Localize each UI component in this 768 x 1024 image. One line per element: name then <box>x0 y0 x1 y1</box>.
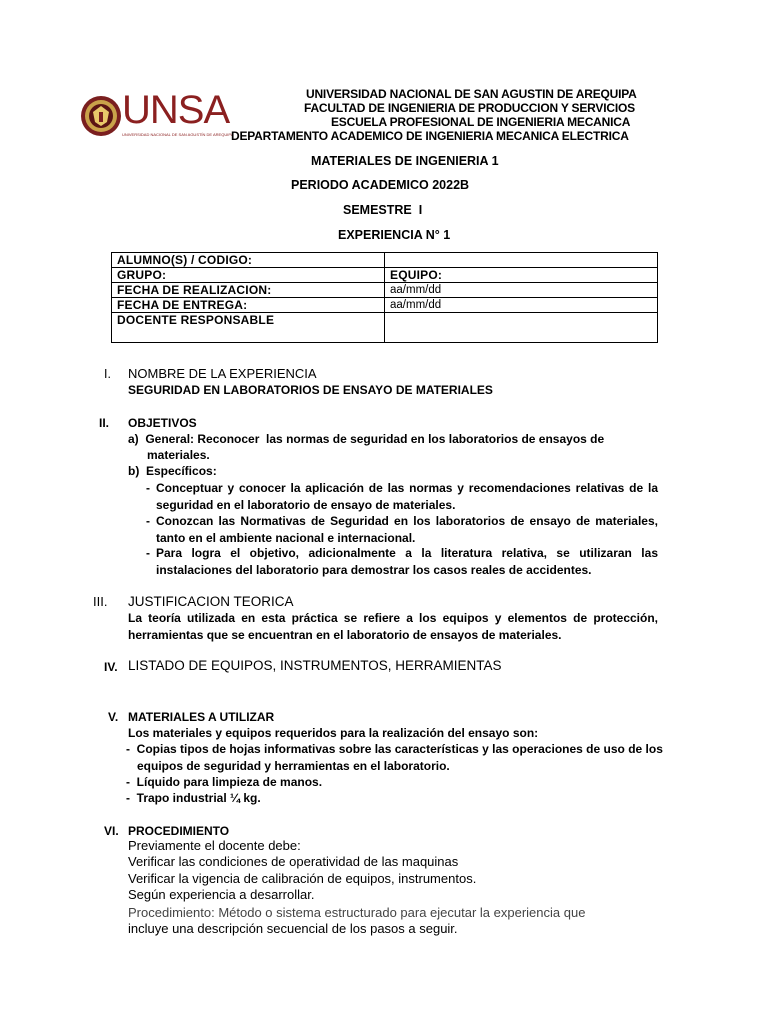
section-3-line2: herramientas que se encuentran en el laboratorio de ensayos de materiales. <box>128 627 562 642</box>
table-row <box>112 253 658 268</box>
university-name: UNIVERSIDAD NACIONAL DE SAN AGUSTIN DE AREQUIPA <box>306 87 637 101</box>
table-row <box>112 283 658 298</box>
objective-item-1-line2: seguridad en el laboratorio de ensayo de materiales. <box>156 497 456 512</box>
school-name: ESCUELA PROFESIONAL DE INGENIERIA MECANICA <box>331 115 631 129</box>
unsa-logo <box>80 88 234 144</box>
department-name: DEPARTAMENTO ACADEMICO DE INGENIERIA MECANICA ELECTRICA <box>231 129 629 143</box>
student-info-table <box>111 252 658 343</box>
material-item-3: - Trapo industrial ¼ kg. <box>126 791 261 805</box>
material-item-2: - Líquido para limpieza de manos. <box>126 775 323 789</box>
material-item-1-line1: - Copias tipos de hojas informativas sobre las características y las operaciones de uso de los <box>126 742 663 756</box>
objective-general-cont: materiales. <box>147 448 210 462</box>
equipo-label: EQUIPO: <box>385 268 658 283</box>
section-5-intro: Los materiales y equipos requeridos para la realización del ensayo son: <box>128 726 539 740</box>
bullet-dash: - <box>146 481 150 495</box>
objective-item-1 <box>156 480 658 513</box>
logo-text: UNSA <box>122 88 230 132</box>
fecha-realizacion-label: FECHA DE REALIZACION: <box>112 283 385 298</box>
semester-title: SEMESTRE I <box>343 203 423 217</box>
table-row <box>112 313 658 343</box>
section-1-content: SEGURIDAD EN LABORATORIOS DE ENSAYO DE MATERIALES <box>128 383 493 397</box>
bullet-dash: - <box>146 546 150 560</box>
procedure-line-6: incluye una descripción secuencial de los pasos a seguir. <box>128 921 458 936</box>
bullet-dash: - <box>146 514 150 528</box>
section-2-number: II. <box>99 416 110 430</box>
experience-title: EXPERIENCIA N° 1 <box>338 228 451 242</box>
section-4-number: IV. <box>104 660 118 674</box>
material-item-1-line2: equipos de seguridad y herramientas en el laboratorio. <box>137 758 450 773</box>
fecha-entrega-field[interactable]: aa/mm/dd <box>385 298 658 313</box>
procedure-line-3: Verificar la vigencia de calibración de equipos, instrumentos. <box>128 871 477 886</box>
objective-item-1-line1: Conceptuar y conocer la aplicación de las normas y recomendaciones relativas de la <box>156 481 658 495</box>
procedure-line-1: Previamente el docente debe: <box>128 838 301 853</box>
table-row <box>112 268 658 283</box>
objective-item-2 <box>156 513 658 546</box>
objective-item-3-line2: instalaciones del laboratorio para demostrar los casos reales de accidentes. <box>156 562 592 577</box>
fecha-entrega-label: FECHA DE ENTREGA: <box>112 298 385 313</box>
period-title: PERIODO ACADEMICO 2022B <box>291 178 470 192</box>
section-5-number: V. <box>108 710 119 724</box>
objective-general: a) General: Reconocer las normas de seguridad en los laboratorios de ensayos de <box>128 432 605 446</box>
course-title: MATERIALES DE INGENIERIA 1 <box>311 154 499 168</box>
section-6-number: VI. <box>104 824 119 838</box>
section-1-title: NOMBRE DE LA EXPERIENCIA <box>128 366 317 381</box>
objective-item-3-line1: Para logra el objetivo, adicionalmente a la literatura relativa, se utilizaran las <box>156 546 658 560</box>
objective-item-3 <box>156 545 658 578</box>
section-3-title: JUSTIFICACION TEORICA <box>128 594 294 609</box>
section-3-number: III. <box>93 594 108 609</box>
docente-label: DOCENTE RESPONSABLE <box>112 313 385 343</box>
logo-subtext: UNIVERSIDAD NACIONAL DE SAN AGUSTÍN DE AREQUIPA <box>122 132 234 137</box>
objective-item-2-line2: tanto en el ambiente nacional e internacional. <box>156 530 416 545</box>
alumno-field[interactable] <box>385 253 658 268</box>
material-item-1 <box>126 741 663 774</box>
section-3-body <box>128 610 658 643</box>
objective-specific-heading: b) Específicos: <box>128 464 217 478</box>
section-2-title: OBJETIVOS <box>128 416 197 430</box>
procedure-line-5: Procedimiento: Método o sistema estructurado para ejecutar la experiencia que <box>128 905 586 920</box>
section-3-line1: La teoría utilizada en esta práctica se refiere a los equipos y elementos de protección, <box>128 611 658 625</box>
procedure-line-2: Verificar las condiciones de operatividad de las maquinas <box>128 854 459 869</box>
section-5-title: MATERIALES A UTILIZAR <box>128 710 275 724</box>
alumno-label: ALUMNO(S) / CODIGO: <box>112 253 385 268</box>
grupo-label: GRUPO: <box>112 268 385 283</box>
table-row <box>112 298 658 313</box>
section-1-number: I. <box>104 367 111 381</box>
section-4-title: LISTADO DE EQUIPOS, INSTRUMENTOS, HERRAMIENTAS <box>128 658 502 673</box>
faculty-name: FACULTAD DE INGENIERIA DE PRODUCCION Y SERVICIOS <box>304 101 635 115</box>
procedure-line-4: Según experiencia a desarrollar. <box>128 887 315 902</box>
section-6-title: PROCEDIMIENTO <box>128 824 230 838</box>
objective-item-2-line1: Conozcan las Normativas de Seguridad en los laboratorios de ensayo de materiales, <box>156 514 658 528</box>
docente-field[interactable] <box>385 313 658 343</box>
fecha-realizacion-field[interactable]: aa/mm/dd <box>385 283 658 298</box>
